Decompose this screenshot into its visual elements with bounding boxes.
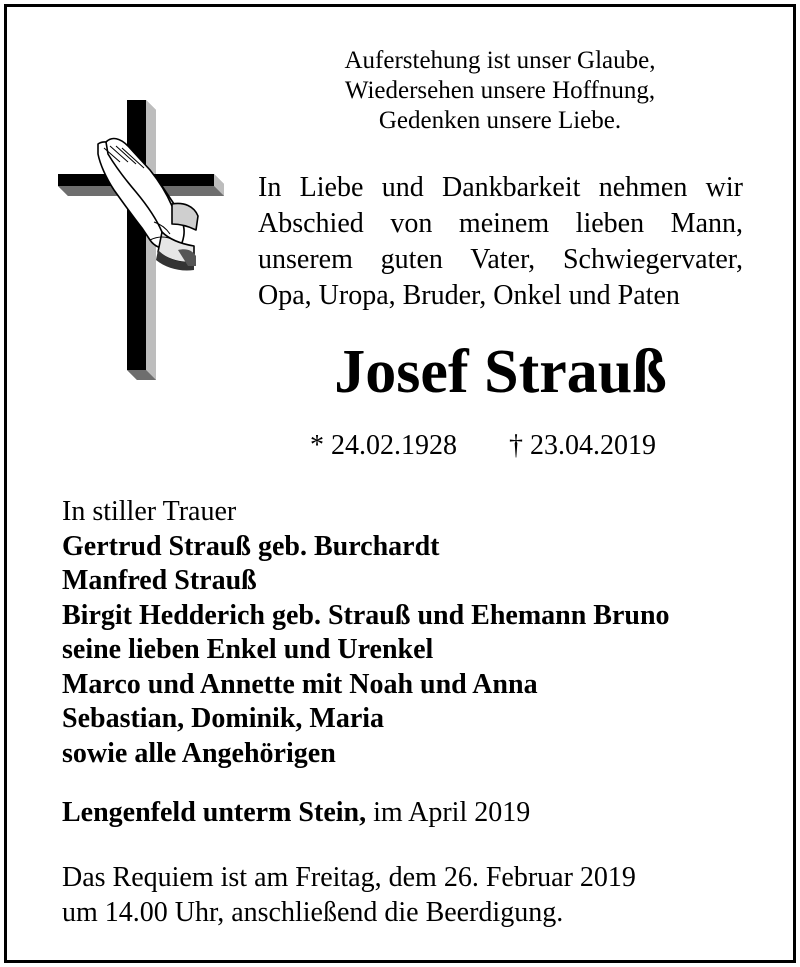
place-date: im April 2019 bbox=[373, 797, 531, 828]
deceased-name: Josef Strauß bbox=[334, 338, 667, 406]
farewell-line: Abschied von meinem lieben Mann, bbox=[258, 208, 743, 239]
life-dates bbox=[310, 428, 656, 464]
mourner-line: Sebastian, Dominik, Maria bbox=[62, 703, 385, 734]
farewell-text bbox=[258, 170, 743, 314]
mourner-line: Birgit Hedderich geb. Strauß und Ehemann Bruno bbox=[62, 599, 670, 631]
mourner-line: sowie alle Angehörigen bbox=[62, 737, 336, 769]
verse-line: Auferstehung ist unser Glaube, bbox=[344, 47, 656, 74]
requiem-line: um 14.00 Uhr, anschließend die Beerdigung. bbox=[62, 897, 564, 928]
verse-line: Gedenken unsere Liebe. bbox=[378, 107, 622, 134]
place-and-date bbox=[62, 795, 530, 831]
mourners-list bbox=[62, 495, 670, 771]
place-town: Lengenfeld unterm Stein, bbox=[62, 797, 367, 828]
mourner-line: Gertrud Strauß geb. Burchardt bbox=[62, 530, 440, 562]
verse-line: Wiedersehen unsere Hoffnung, bbox=[344, 77, 656, 104]
mourners-heading: In stiller Trauer bbox=[62, 496, 237, 527]
farewell-line: unserem guten Vater, Schwiegervater, bbox=[258, 244, 743, 275]
bible-verse bbox=[300, 46, 700, 136]
farewell-line: In Liebe und Dankbarkeit nehmen wir bbox=[258, 172, 743, 203]
birth-date: * 24.02.1928 bbox=[310, 430, 457, 461]
requiem-notice bbox=[62, 860, 636, 930]
cross-with-praying-hands-icon bbox=[58, 100, 228, 385]
death-date: † 23.04.2019 bbox=[509, 430, 656, 461]
mourner-line: seine lieben Enkel und Urenkel bbox=[62, 634, 434, 665]
farewell-line: Opa, Uropa, Bruder, Onkel und Paten bbox=[258, 280, 680, 311]
mourner-line: Manfred Strauß bbox=[62, 565, 257, 596]
mourner-line: Marco und Annette mit Noah und Anna bbox=[62, 668, 538, 700]
requiem-line: Das Requiem ist am Freitag, dem 26. Februar 2019 bbox=[62, 862, 636, 893]
